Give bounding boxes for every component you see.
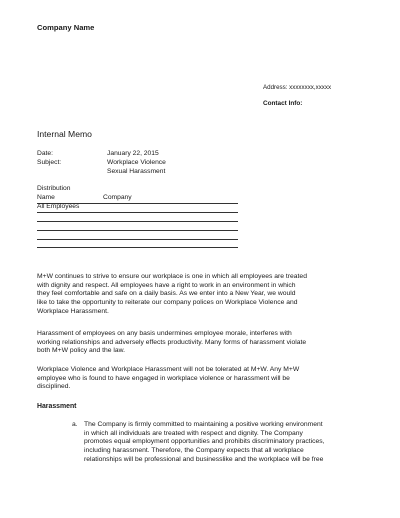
- paragraph-line: both M+W policy and the law.: [37, 347, 125, 355]
- distribution-row: All Employees: [37, 203, 80, 210]
- table-rule: [37, 247, 238, 248]
- distribution-title: Distribution: [37, 185, 71, 192]
- paragraph-line: they feel comfortable and safe on a daily basis. As we enter into a New Year, we would: [37, 290, 296, 298]
- date-value: January 22, 2015: [107, 150, 159, 157]
- paragraph-line: like to take the opportunity to reiterate our company polices on Workplace Violence and: [37, 299, 298, 307]
- list-item-line: relationships will be professional and businesslike and the workplace will be free: [84, 455, 324, 463]
- paragraph-line: with dignity and respect. All employees have a right to work in an environment in which: [37, 281, 296, 289]
- body-paragraph-3: [37, 366, 357, 392]
- paragraph-line: Workplace Violence and Workplace Harassment will not be tolerated at M+W. Any M+W: [37, 366, 300, 373]
- table-rule: [37, 230, 238, 231]
- list-item-line: including harassment. Therefore, the Company expects that all workplace: [84, 447, 304, 455]
- paragraph-line: Harassment of employees on any basis undermines employee morale, interferes with: [37, 330, 292, 337]
- memo-title: Internal Memo: [37, 129, 92, 139]
- list-item-line: The Company is firmly committed to maintaining a positive working environment: [84, 421, 323, 428]
- list-item: [84, 421, 360, 465]
- subject-label: Subject:: [37, 159, 62, 166]
- paragraph-line: Workplace Harassment.: [37, 307, 109, 315]
- paragraph-line: M+W continues to strive to ensure our workplace is one in which all employees are treated: [37, 273, 307, 280]
- table-rule: [37, 221, 238, 222]
- paragraph-line: employee who is found to have engaged in workplace violence or harassment will be: [37, 374, 290, 382]
- contact-info: Contact Info:: [263, 100, 303, 107]
- table-rule: [37, 212, 238, 213]
- paragraph-line: disciplined.: [37, 383, 71, 391]
- subject-line-1: Workplace Violence: [107, 159, 166, 166]
- list-item-line: in which all individuals are treated with respect and dignity. The Company: [84, 429, 303, 437]
- address-line: Address: xxxxxxxx,xxxxx: [263, 84, 332, 91]
- table-rule: [37, 239, 238, 240]
- distribution-col-company: Company: [103, 194, 132, 201]
- body-paragraph-2: [37, 330, 357, 356]
- subject-line-2: Sexual Harassment: [107, 168, 166, 175]
- date-label: Date:: [37, 150, 53, 157]
- list-item-line: promotes equal employment opportunities and prohibits discriminatory practices,: [84, 438, 325, 446]
- section-heading: Harassment: [37, 403, 77, 410]
- list-marker: a.: [72, 421, 78, 428]
- distribution-col-name: Name: [37, 194, 55, 201]
- body-paragraph-1: [37, 273, 357, 317]
- paragraph-line: working relationships and adversely effects productivity. Many forms of harassment violate: [37, 338, 307, 346]
- company-name: Company Name: [37, 23, 95, 32]
